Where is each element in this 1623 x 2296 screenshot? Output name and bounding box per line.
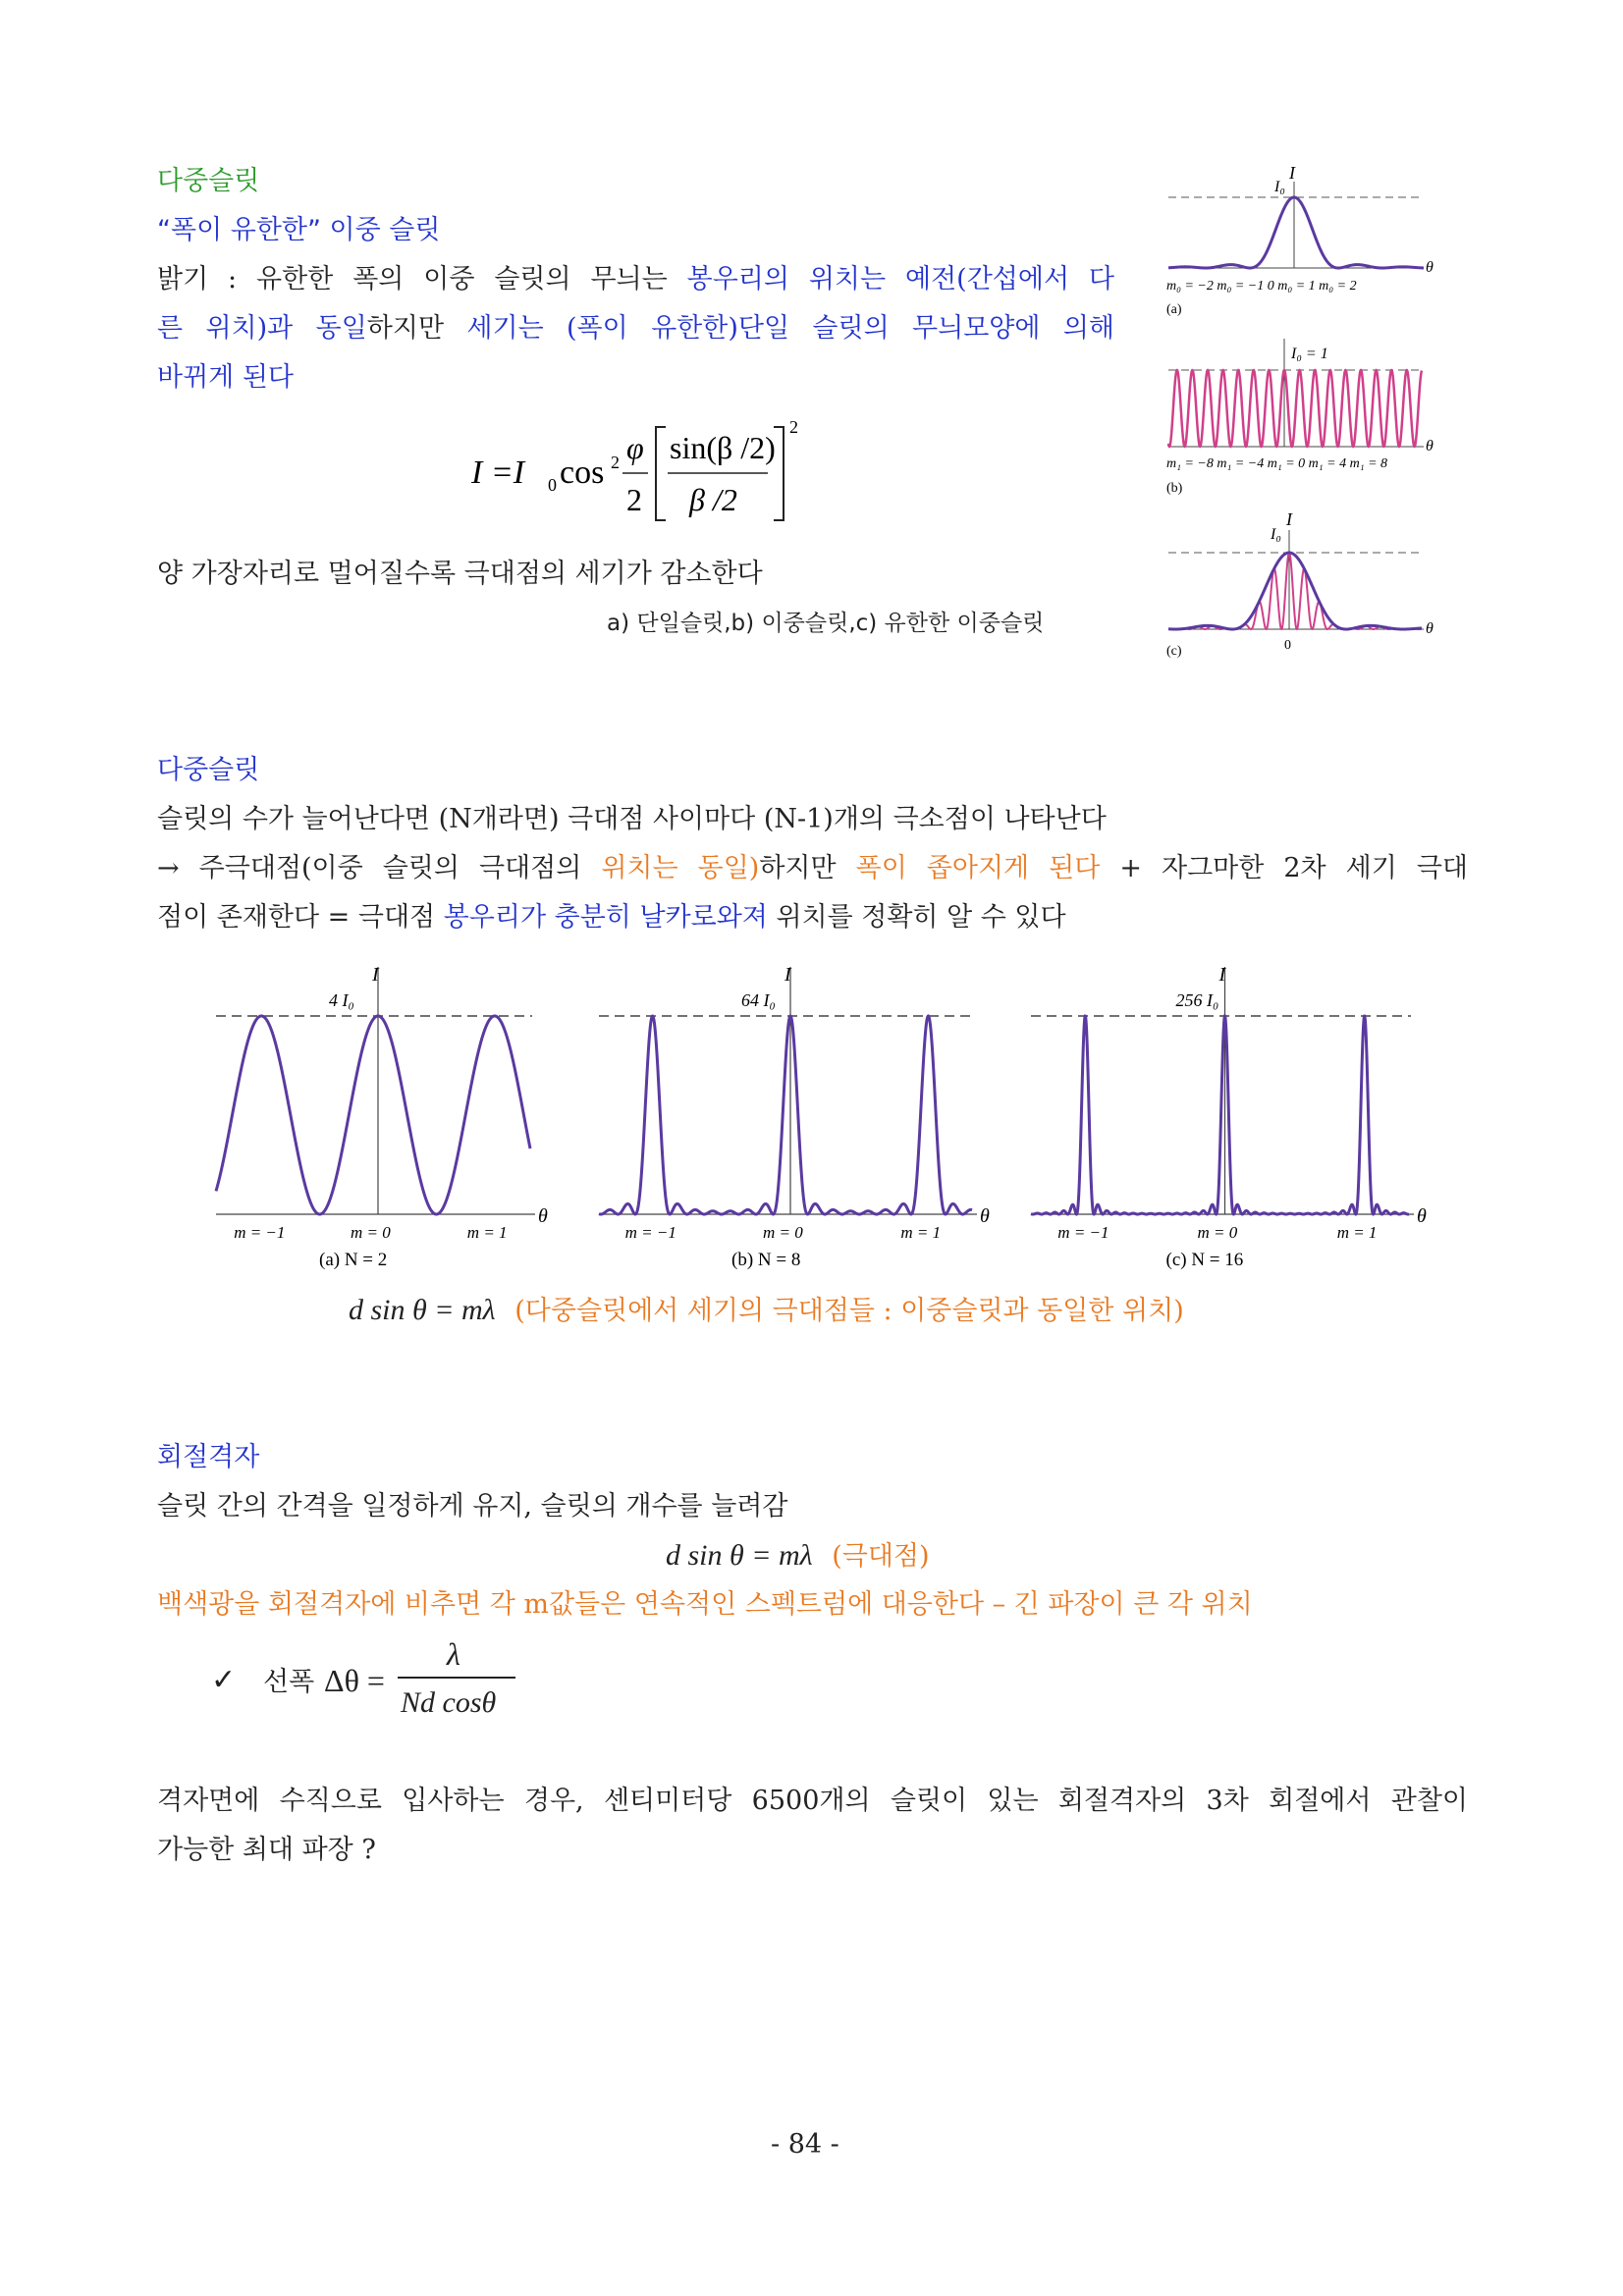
text-run-blue: 동일 xyxy=(315,313,367,344)
peak-label: 256 I₀ xyxy=(1175,990,1219,1010)
fringe-curve xyxy=(1168,553,1422,629)
question-line: 가능한 최대 파장 ? xyxy=(157,1835,376,1865)
paragraph-line: 바뀌게 된다 xyxy=(157,362,294,393)
theta-label: θ xyxy=(1417,1205,1427,1227)
text-run: 하지만 xyxy=(366,313,467,344)
zero-label: 0 xyxy=(1284,638,1291,653)
text-run-blue: 봉우리가 충분히 날카로와져 xyxy=(443,902,768,933)
text-run-blue: 봉우리의 위치는 예전(간섭에서 다 xyxy=(686,264,1115,294)
order-tick-label: m = 0 xyxy=(351,1223,391,1242)
theta-label: θ xyxy=(1426,438,1434,454)
peak-label: 64 I₀ xyxy=(741,990,776,1010)
order-tick-label: m = 1 xyxy=(1336,1223,1378,1242)
equation-note: (극대점) xyxy=(832,1541,930,1572)
text-run: → 주극대점(이중 슬릿의 극대점의 xyxy=(157,853,602,883)
page-number: - 84 - xyxy=(771,2129,839,2160)
section-title-multislit: 다중슬릿 xyxy=(157,166,260,196)
section-title-grating: 회절격자 xyxy=(157,1442,260,1472)
fraction-numerator: λ xyxy=(447,1636,460,1672)
formula-den: β /2 xyxy=(689,482,737,517)
single-slit-curve xyxy=(1168,197,1424,268)
theta-label: θ xyxy=(1426,620,1434,637)
axis-I-label: I xyxy=(1286,509,1292,529)
intensity-curve xyxy=(599,1016,972,1214)
formula-cos: cos xyxy=(560,454,605,491)
delta-theta: Δθ = xyxy=(324,1663,385,1698)
fraction-bar xyxy=(398,1677,515,1679)
grating-equation-line xyxy=(349,1294,1184,1328)
order-tick-label: m = 0 xyxy=(763,1223,803,1242)
axis-I-label: I xyxy=(1218,964,1226,986)
panel-tag-b: (b) xyxy=(1166,481,1183,496)
section-title-multislit-2: 다중슬릿 xyxy=(157,755,260,785)
order-tick-label: m = 1 xyxy=(466,1223,508,1242)
section-subtitle: “폭이 유한한” 이중 슬릿 xyxy=(157,215,441,245)
order-tick-label: m = −1 xyxy=(624,1223,676,1242)
paragraph-line: 양 가장자리로 멀어질수록 극대점의 세기가 감소한다 xyxy=(157,559,763,589)
intensity-formula xyxy=(461,417,815,535)
order-tick-label: m = 1 xyxy=(900,1223,942,1242)
formula-sup: 2 xyxy=(611,453,620,472)
paragraph-line: 슬릿의 수가 늘어난다면 (N개라면) 극대점 사이마다 (N-1)개의 극소점이 나타난다 xyxy=(157,804,1107,834)
order-tick-label: m = 0 xyxy=(1197,1223,1238,1242)
formula-two: 2 xyxy=(626,482,642,517)
theta-label: θ xyxy=(538,1205,548,1227)
text-run-orange: 위치는 동일) xyxy=(601,853,760,883)
text-run: 점이 존재한다 = 극대점 xyxy=(157,902,444,933)
intensity-curve xyxy=(1031,1016,1409,1214)
text-run-blue: 른 위치)과 xyxy=(157,313,316,344)
text-run: 위치를 정확히 알 수 있다 xyxy=(767,902,1066,933)
panel-caption: (b) N = 8 xyxy=(731,1250,801,1270)
I0-label: I₀ xyxy=(1274,179,1285,195)
intensity-curve xyxy=(216,1016,530,1214)
equation-note: (다중슬릿에서 세기의 극대점들 : 이중슬릿과 동일한 위치) xyxy=(514,1296,1184,1326)
text-run: 밝기 : 유한한 폭의 이중 슬릿의 무늬는 xyxy=(157,264,687,294)
formula-lhs: I =I xyxy=(471,454,525,491)
axis-ticks: m₀ = −2 m₀ = −1 0 m₀ = 1 m₀ = 2 xyxy=(1166,279,1357,294)
formula-phi: φ xyxy=(626,430,644,465)
theta-label: θ xyxy=(980,1205,990,1227)
axis-I-label: I xyxy=(372,964,379,986)
paragraph-line xyxy=(157,852,1468,885)
axis-I-label: I xyxy=(1289,163,1295,183)
I0-eq-label: I₀ = 1 xyxy=(1291,346,1328,362)
formula-num: sin(β /2) xyxy=(670,430,776,465)
text-run: 하지만 xyxy=(759,853,856,883)
n-slit-intensity-figure xyxy=(216,957,1427,1281)
panel-tag-c: (c) xyxy=(1166,644,1182,659)
slit-pattern-figure xyxy=(1159,162,1453,663)
formula-sub: 0 xyxy=(548,475,557,495)
linewidth-label: 선폭 xyxy=(263,1667,315,1697)
text-run-blue: 세기는 (폭이 유한한)단일 슬릿의 무늬모양에 의해 xyxy=(466,313,1114,344)
paragraph-line xyxy=(157,263,1114,296)
panel-tag-a: (a) xyxy=(1166,302,1182,317)
panel-caption: (c) N = 16 xyxy=(1165,1250,1244,1270)
figure-caption: a) 단일슬릿,b) 이중슬릿,c) 유한한 이중슬릿 xyxy=(607,611,1045,636)
panel-caption: (a) N = 2 xyxy=(319,1250,388,1270)
question-line: 격자면에 수직으로 입사하는 경우, 센티미터당 6500개의 슬릿이 있는 회절격자의 3차 회절에서 관찰이 xyxy=(157,1786,1468,1816)
order-tick-label: m = −1 xyxy=(1057,1223,1109,1242)
left-bracket xyxy=(656,427,666,520)
peak-label: 4 I₀ xyxy=(329,990,354,1010)
grating-equation-line xyxy=(666,1539,930,1574)
check-mark: ✓ xyxy=(211,1663,237,1697)
formula-outer-sup: 2 xyxy=(789,417,798,437)
order-tick-label: m = −1 xyxy=(234,1223,286,1242)
axis-ticks: m₁ = −8 m₁ = −4 m₁ = 0 m₁ = 4 m₁ = 8 xyxy=(1166,456,1388,471)
text-run: + 자그마한 2차 세기 극대 xyxy=(1100,853,1469,883)
grating-equation: d sin θ = mλ xyxy=(349,1294,496,1326)
paragraph-line xyxy=(157,312,1114,346)
I0-label: I₀ xyxy=(1271,526,1281,543)
fraction-denominator: Nd cosθ xyxy=(401,1686,497,1719)
paragraph-line: 슬릿 간의 간격을 일정하게 유지, 슬릿의 개수를 늘려감 xyxy=(157,1491,788,1522)
grating-equation: d sin θ = mλ xyxy=(666,1539,813,1572)
theta-label: θ xyxy=(1426,259,1434,276)
paragraph-line: 백색광을 회절격자에 비추면 각 m값들은 연속적인 스펙트럼에 대응한다 – 긴 파장이 큰 각 위치 xyxy=(157,1589,1253,1620)
paragraph-line xyxy=(157,901,1066,934)
double-slit-curve xyxy=(1168,370,1422,447)
axis-I-label: I xyxy=(784,964,791,986)
text-run-orange: 폭이 좁아지게 된다 xyxy=(855,853,1101,883)
